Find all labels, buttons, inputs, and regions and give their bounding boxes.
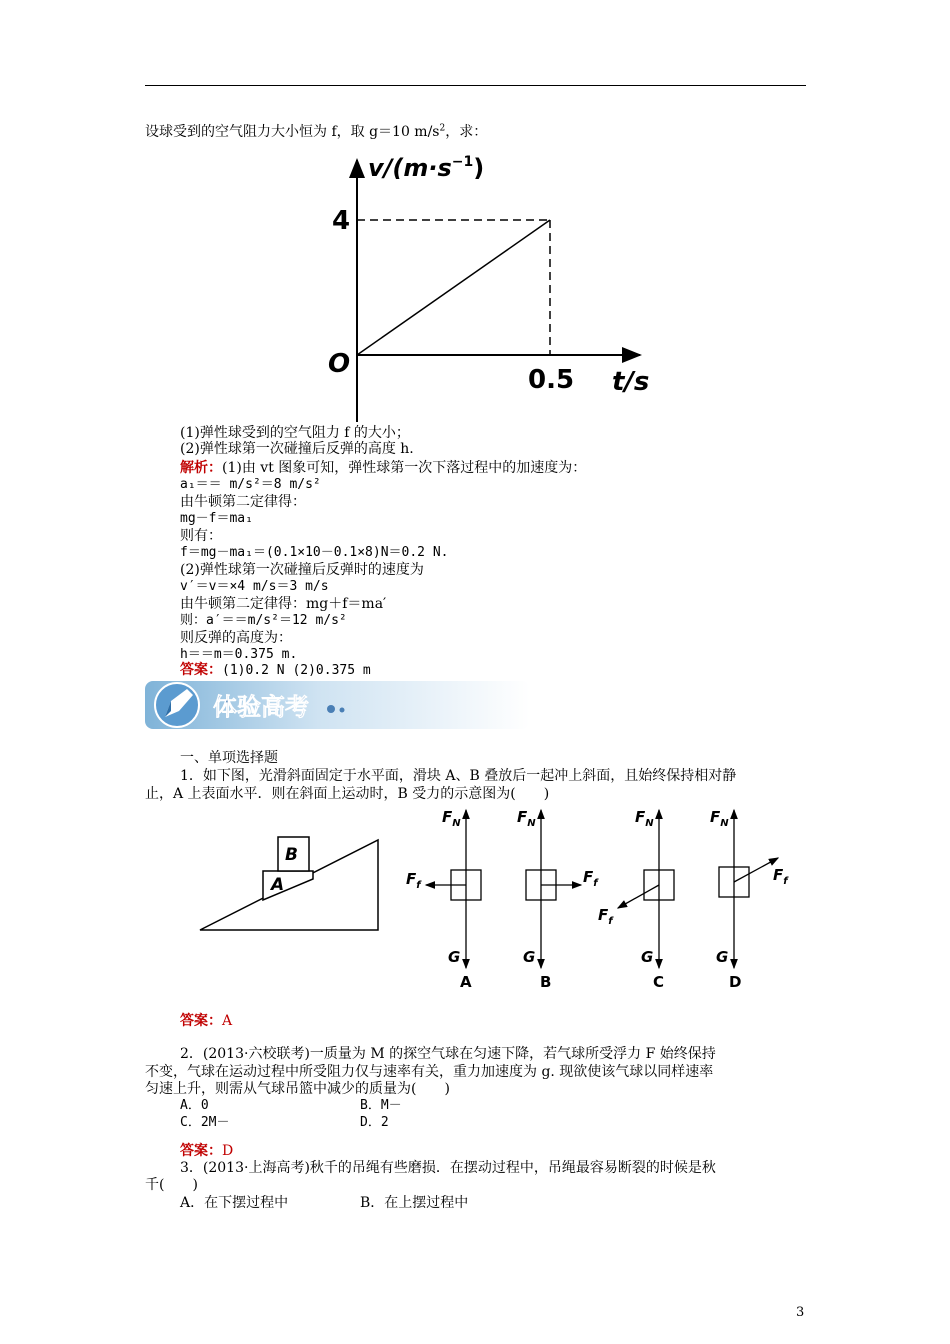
q1-line-2: 止，A 上表面水平．则在斜面上运动时，B 受力的示意图为( ) <box>145 786 550 802</box>
velocity-series-line <box>357 220 550 355</box>
q2-option-d: D．2 <box>360 1115 389 1130</box>
q2-option-a: A．0 <box>180 1098 209 1113</box>
q2-answer: 答案：D <box>180 1143 234 1159</box>
svg-text:Ff: $F_f$ <box>583 868 598 889</box>
svg-text:D: D <box>729 973 742 991</box>
vt-graph <box>300 140 660 425</box>
origin-label: O <box>328 349 351 379</box>
section-banner <box>145 677 530 733</box>
solution-line-7: (2)弹性球第一次碰撞后反弹时的速度为 <box>180 562 424 578</box>
svg-text:G: G <box>523 948 536 966</box>
y-tick-label: 4 <box>332 206 351 236</box>
x-tick-label: 0.5 <box>528 365 575 395</box>
question-2: (2)弹性球第一次碰撞后反弹的高度 h. <box>180 441 414 457</box>
svg-text:C: C <box>653 973 665 991</box>
svg-text:B: B <box>540 973 552 991</box>
svg-text:FN: $F_N$ <box>517 808 536 829</box>
banner-title: 体验高考 <box>213 693 309 721</box>
block-b-label: B <box>285 845 298 865</box>
solution-line-11: 则反弹的高度为： <box>180 630 292 646</box>
banner-dot-2 <box>340 708 345 713</box>
incline-figure <box>195 830 385 940</box>
problem-intro: 设球受到的空气阻力大小恒为 f，取 g＝10 $m/s^2$，求： <box>145 123 488 140</box>
solution-line-1: 解析：(1)由 vt 图象可知，弹性球第一次下落过程中的加速度为： <box>180 460 587 476</box>
solution-line-9: 由牛顿第二定律得：mg＋f＝ma′ <box>180 596 387 612</box>
svg-text:FN: $F_N$ <box>635 808 654 829</box>
banner-dot-1 <box>327 705 335 713</box>
banner-background <box>145 681 530 729</box>
q1-line-1: 1．如下图，光滑斜面固定于水平面，滑块 A、B 叠放后一起冲上斜面，且始终保持相对静 <box>180 768 737 784</box>
svg-text:G: G <box>448 948 461 966</box>
pencil-icon <box>155 683 199 727</box>
q2-option-c: C．2M－ <box>180 1115 230 1130</box>
q3-option-a: A．在下摆过程中 <box>180 1195 289 1211</box>
svg-text:Ff: $F_f$ <box>406 870 421 891</box>
solution-line-3: 由牛顿第二定律得： <box>180 494 306 510</box>
solution-line-12: h＝＝m＝0.375 m. <box>180 647 298 662</box>
page-number: 3 <box>796 1305 805 1320</box>
section-title: 一、单项选择题 <box>180 750 278 766</box>
q3-option-b: B．在上摆过程中 <box>360 1195 469 1211</box>
force-diagram-c <box>598 808 674 991</box>
svg-text:FN: $F_N$ <box>710 808 729 829</box>
svg-text:A: A <box>460 973 472 991</box>
force-diagram-b <box>517 808 599 991</box>
question-1: (1)弹性球受到的空气阻力 f 的大小； <box>180 425 410 441</box>
solution-line-8: v′＝v＝×4 m/s＝3 m/s <box>180 579 329 594</box>
svg-text:Ff: $F_f$ <box>598 906 613 927</box>
q3-line-1: 3．(2013·上海高考)秋千的吊绳有些磨损．在摆动过程中，吊绳最容易断裂的时候是秋 <box>180 1160 716 1176</box>
solution-line-2: a₁＝＝ m/s²＝8 m/s² <box>180 477 321 492</box>
force-diagram-a <box>406 808 481 991</box>
force-diagrams <box>400 800 820 995</box>
svg-text:G: G <box>641 948 654 966</box>
solution-line-6: f＝mg－ma₁＝(0.1×10－0.1×8)N＝0.2 N. <box>180 545 449 560</box>
svg-text:Ff: $F_f$ <box>773 866 788 887</box>
q2-option-b: B．M－ <box>360 1098 402 1113</box>
q1-answer: 答案：A <box>180 1013 233 1029</box>
solution-line-10: 则：a′＝＝m/s²＝12 m/s² <box>180 613 347 628</box>
solution-answer: 答案：(1)0.2 N (2)0.375 m <box>180 662 371 678</box>
svg-text:FN: $F_N$ <box>442 808 461 829</box>
solution-line-4: mg－f＝ma₁ <box>180 511 253 526</box>
header-rule <box>145 85 806 86</box>
solution-line-5: 则有： <box>180 528 222 544</box>
force-diagram-d <box>710 808 789 991</box>
q2-line-3: 匀速上升，则需从气球吊篮中减少的质量为( ) <box>145 1081 450 1097</box>
block-a-label: A <box>271 875 285 895</box>
q3-line-2: 千( ) <box>145 1177 198 1193</box>
svg-text:G: G <box>716 948 729 966</box>
q2-line-1: 2．(2013·六校联考)一质量为 M 的探空气球在匀速下降，若气球所受浮力 F 始终保持 <box>180 1046 716 1062</box>
q2-line-2: 不变，气球在运动过程中所受阻力仅与速率有关，重力加速度为 g. 现欲使该气球以同样速率 <box>145 1064 714 1080</box>
x-axis-label: t/s <box>612 367 650 397</box>
y-axis-label: $v/(m\cdot s^{-1})$ <box>368 154 485 182</box>
